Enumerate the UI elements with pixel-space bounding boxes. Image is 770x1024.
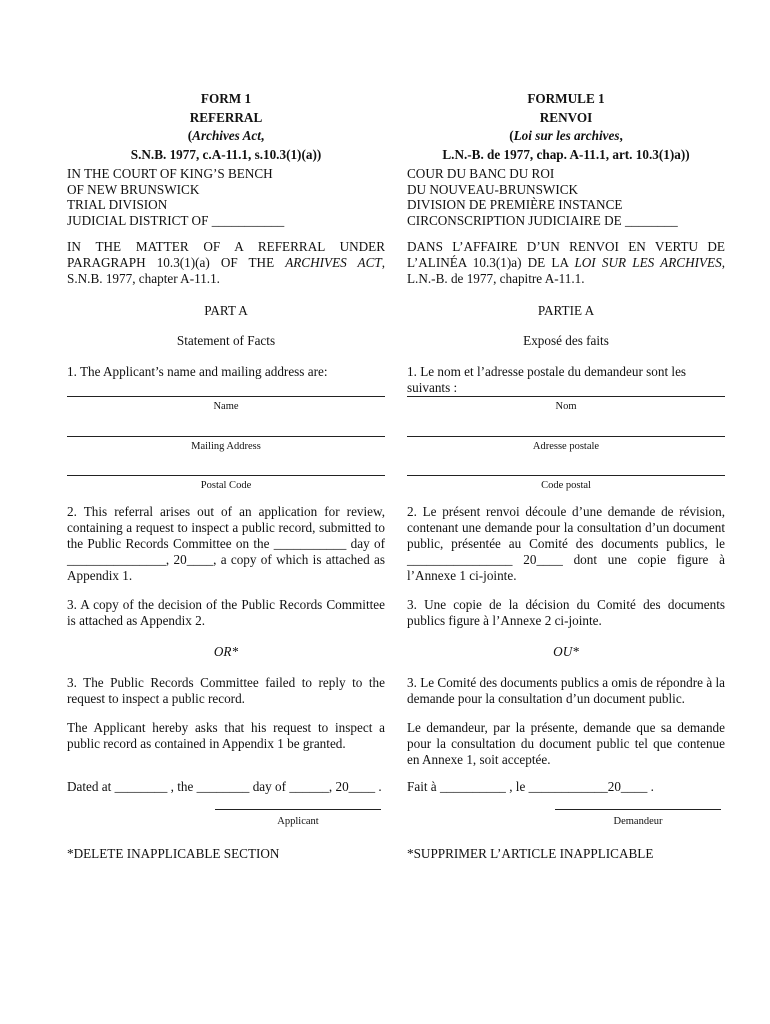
mailing-address-line[interactable] [407, 436, 725, 437]
form-title: REFERRAL [189, 109, 263, 125]
paragraph-4: The Applicant hereby asks that his request to inspect a public record as contained in Appendix 1 be granted. [67, 720, 385, 751]
name-line[interactable] [67, 396, 385, 397]
act-citation: L.N.-B. de 1977, chap. A-11.1, art. 10.3(1)a)) [442, 146, 690, 162]
mailing-address-caption: Adresse postale [532, 441, 600, 452]
form-number: FORM 1 [200, 91, 252, 106]
act-name: Loi sur les archives [513, 128, 620, 143]
court-line: OF NEW BRUNSWICK [67, 181, 200, 197]
court-block [67, 166, 385, 228]
paragraph-4: Le demandeur, par la présente, demande que sa demande pour la consultation du document public tel que contenue en Annexe 1, soit acceptée. [407, 720, 725, 767]
name-caption: Nom [555, 401, 577, 412]
act-reference: (Archives Act, [187, 128, 265, 143]
court-line: COUR DU BANC DU ROI [407, 166, 555, 181]
mailing-address-caption: Mailing Address [191, 441, 261, 452]
signature-line[interactable] [555, 809, 721, 810]
paragraph-2: 2. This referral arises out of an application for review, containing a request to inspect a public record, submitted to the Public Records Committee on the ___________ day of _______________, 20____, a copy of which is attached as Appendix 1. [67, 504, 385, 583]
delete-note: *DELETE INAPPLICABLE SECTION [67, 846, 280, 861]
matter-heading: DANS L’AFFAIRE D’UN RENVOI EN VERTU DE L’ALINÉA 10.3(1)a) DE LA LOI SUR LES ARCHIVES, L.N.-B. de 1977, chapitre A-11.1. [407, 239, 725, 286]
english-column [67, 90, 385, 862]
act-name: Archives Act [192, 128, 261, 143]
or-separator: OU* [553, 644, 579, 659]
court-line: DU NOUVEAU-BRUNSWICK [407, 181, 579, 197]
part-title: PARTIE A [537, 303, 595, 318]
french-column [407, 90, 725, 862]
paragraph-3a: 3. Une copie de la décision du Comité des documents publics figure à l’Annexe 2 ci-jointe. [407, 597, 725, 628]
postal-code-caption: Postal Code [200, 480, 252, 491]
section-title: Statement of Facts [176, 333, 276, 348]
act-reference: (Loi sur les archives, [509, 128, 623, 143]
name-line[interactable] [407, 396, 725, 397]
dated-line: Dated at ________ , the ________ day of ______, 20____ . [67, 779, 382, 794]
court-block [407, 166, 725, 228]
court-line: IN THE COURT OF KING’S BENCH [67, 166, 273, 181]
court-line: TRIAL DIVISION [67, 197, 168, 212]
name-caption: Name [213, 401, 239, 412]
signature-caption: Demandeur [613, 816, 663, 827]
postal-code-line[interactable] [67, 475, 385, 476]
paragraph-2: 2. Le présent renvoi découle d’une demande de révision, contenant une demande pour la consultation d’un document public, présentée au Comité des documents publics, le ________________ 20____ dont une copie figure à l’Annexe 1 ci-jointe. [407, 504, 725, 583]
paragraph-3b: 3. Le Comité des documents publics a omis de répondre à la demande pour la consultation d’un document public. [407, 675, 725, 706]
form-header [67, 90, 385, 164]
postal-code-caption: Code postal [541, 480, 591, 491]
paragraph-3b: 3. The Public Records Committee failed to reply to the request to inspect a public record. [67, 675, 385, 706]
matter-heading: IN THE MATTER OF A REFERRAL UNDER PARAGRAPH 10.3(1)(a) OF THE ARCHIVES ACT, S.N.B. 1977, chapter A-11.1. [67, 239, 385, 286]
mailing-address-line[interactable] [67, 436, 385, 437]
paragraph-3a: 3. A copy of the decision of the Public Records Committee is attached as Appendix 2. [67, 597, 385, 628]
signature-caption: Applicant [277, 816, 319, 827]
signature-line[interactable] [215, 809, 381, 810]
part-title: PART A [204, 303, 248, 318]
paragraph-1: 1. Le nom et l’adresse postale du demandeur sont les suivants : [407, 364, 687, 395]
or-separator: OR* [213, 644, 239, 659]
court-line: JUDICIAL DISTRICT OF ___________ [67, 212, 285, 228]
section-title: Exposé des faits [523, 333, 609, 348]
dated-line: Fait à __________ , le ____________20____ . [407, 779, 654, 794]
form-title: RENVOI [539, 109, 593, 125]
postal-code-line[interactable] [407, 475, 725, 476]
form-header [407, 90, 725, 164]
act-citation: S.N.B. 1977, c.A-11.1, s.10.3(1)(a)) [130, 146, 322, 162]
form-number: FORMULE 1 [527, 91, 605, 106]
delete-note: *SUPPRIMER L’ARTICLE INAPPLICABLE [407, 846, 654, 861]
court-line: CIRCONSCRIPTION JUDICIAIRE DE ________ [407, 212, 678, 228]
court-line: DIVISION DE PREMIÈRE INSTANCE [407, 197, 623, 212]
paragraph-1: 1. The Applicant’s name and mailing address are: [67, 364, 328, 379]
